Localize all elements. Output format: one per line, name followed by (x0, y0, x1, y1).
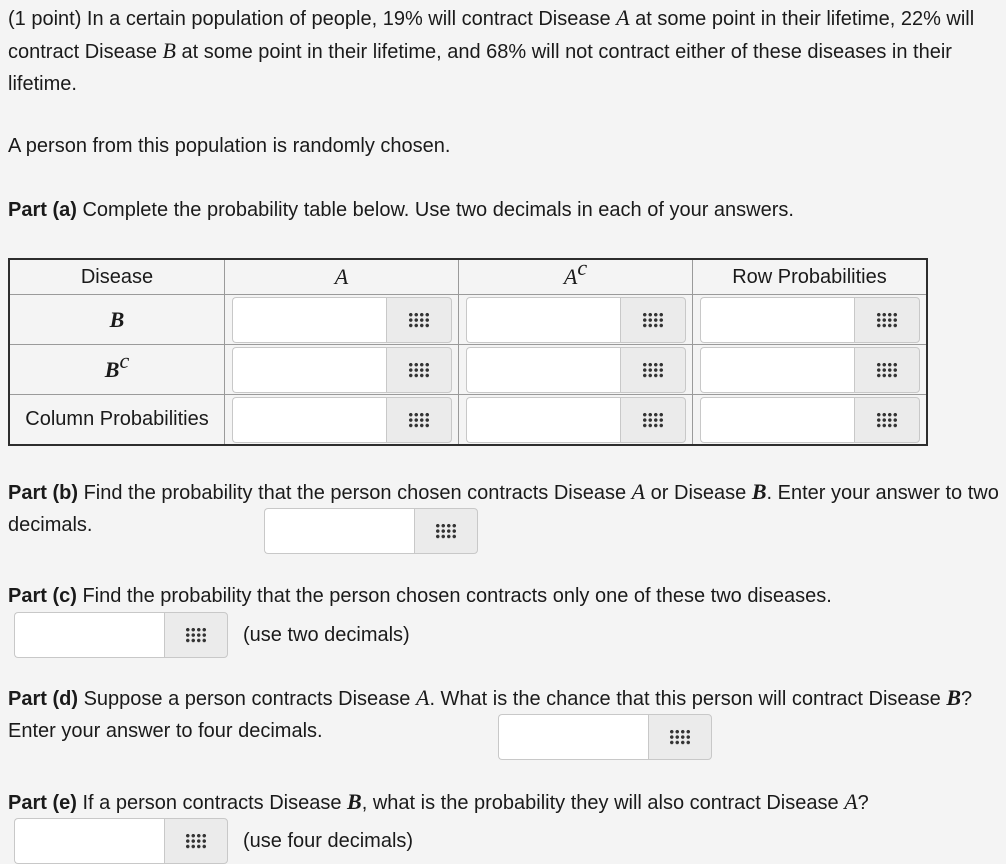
row-label-B: B (9, 295, 225, 345)
palette-button[interactable] (386, 397, 452, 443)
palette-button[interactable] (854, 297, 920, 343)
grid-icon (876, 412, 898, 428)
probability-table (8, 255, 928, 446)
palette-button[interactable] (854, 347, 920, 393)
cell-B-row (693, 295, 928, 345)
part-d-prompt: Part (d) Suppose a person contracts Disease A. What is the chance that this person will contract Disease B? Enter your answer to four decimals. (8, 685, 973, 742)
answer-input-B-Ac[interactable] (466, 297, 620, 343)
grid-icon (185, 833, 207, 849)
cell-Bc-A (225, 345, 459, 395)
palette-button[interactable] (386, 347, 452, 393)
grid-icon (408, 362, 430, 378)
grid-icon (642, 312, 664, 328)
grid-icon (669, 729, 691, 745)
answer-input-col-total[interactable] (700, 397, 854, 443)
answer-input-Bc-Ac[interactable] (466, 347, 620, 393)
cell-B-A (225, 295, 459, 345)
cell-Bc-Ac (459, 345, 693, 395)
row-label-column-probabilities: Column Probabilities (9, 395, 225, 446)
part-d-input[interactable] (498, 714, 648, 760)
palette-button[interactable] (414, 508, 478, 554)
answer-input-Bc-row[interactable] (700, 347, 854, 393)
grid-icon (642, 412, 664, 428)
grid-icon (185, 627, 207, 643)
cell-col-A (225, 395, 459, 446)
header-row-probabilities: Row Probabilities (693, 259, 928, 295)
header-A-complement: $A^c$ (459, 259, 693, 295)
part-a-prompt: Part (a) Complete the probability table below. Use two decimals in each of your answers. (8, 199, 794, 221)
cell-Bc-row (693, 345, 928, 395)
header-A: A (225, 259, 459, 295)
part-c-answer (14, 612, 228, 658)
palette-button[interactable] (164, 818, 228, 864)
grid-icon (408, 412, 430, 428)
part-d-answer (498, 714, 712, 760)
answer-input-col-A[interactable] (232, 397, 386, 443)
grid-icon (435, 523, 457, 539)
problem-intro: (1 point) In a certain population of people, 19% will contract Disease A at some point in their lifetime, 22% will contract Disease B at some point in their lifetime, and 68% will not contract either of these diseases in their lifetime. (8, 5, 975, 95)
answer-input-B-A[interactable] (232, 297, 386, 343)
part-e-hint: (use four decimals) (243, 830, 414, 852)
part-e-prompt: Part (e) If a person contracts Disease B, what is the probability they will also contract Disease A? (8, 789, 869, 814)
palette-button[interactable] (386, 297, 452, 343)
row-label-B-complement: $B^c$ (9, 345, 225, 395)
cell-col-total (693, 395, 928, 446)
answer-input-Bc-A[interactable] (232, 347, 386, 393)
part-b-input[interactable] (264, 508, 414, 554)
grid-icon (642, 362, 664, 378)
part-b-prompt: Part (b) Find the probability that the person chosen contracts Disease A or Disease B. Enter your answer to two decimals. (8, 479, 999, 536)
grid-icon (408, 312, 430, 328)
palette-button[interactable] (620, 297, 686, 343)
palette-button[interactable] (620, 397, 686, 443)
part-c-hint: (use two decimals) (243, 624, 410, 646)
part-e-input[interactable] (14, 818, 164, 864)
palette-button[interactable] (620, 347, 686, 393)
palette-button[interactable] (164, 612, 228, 658)
header-disease: Disease (9, 259, 225, 295)
part-b-answer (264, 508, 478, 554)
part-c-prompt: Part (c) Find the probability that the person chosen contracts only one of these two diseases. (8, 585, 832, 607)
cell-col-Ac (459, 395, 693, 446)
part-e-answer (14, 818, 228, 864)
random-sentence: A person from this population is randomly chosen. (8, 135, 451, 157)
grid-icon (876, 312, 898, 328)
grid-icon (876, 362, 898, 378)
cell-B-Ac (459, 295, 693, 345)
answer-input-B-row[interactable] (700, 297, 854, 343)
palette-button[interactable] (648, 714, 712, 760)
palette-button[interactable] (854, 397, 920, 443)
part-c-input[interactable] (14, 612, 164, 658)
answer-input-col-Ac[interactable] (466, 397, 620, 443)
